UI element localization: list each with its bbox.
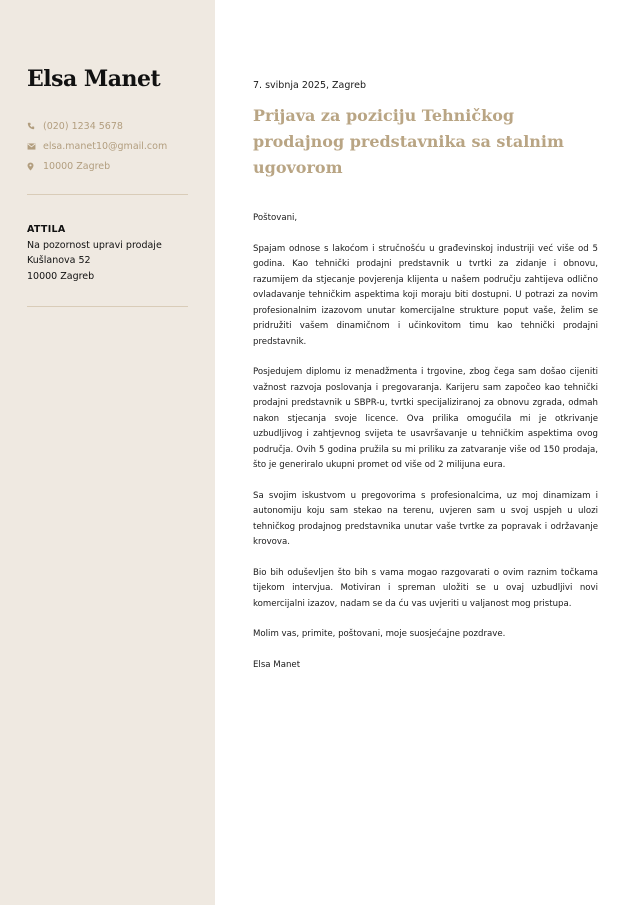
letter-signature: Elsa Manet [253,659,301,670]
letter-body [253,211,598,673]
sender-name: Elsa Manet [27,66,161,92]
contact-email [27,136,197,156]
letter-subject: Prijava za poziciju Tehničkog prodajnog predstavnika sa stalnim ugovorom [253,106,564,177]
sidebar-divider [27,194,188,195]
letter-paragraph: Sa svojim iskustvom u pregovorima s profesionalcima, uz moj dinamizam i autonomiju koju sam stekao na terenu, uvjeren sam u svoj uspjeh u ulozi tehničkog prodajnog predstavnika unutar vaše tvrtke za popravak i održavanje krovova. [253,490,598,547]
envelope-icon [27,139,41,153]
sidebar-divider [27,306,188,307]
recipient-attention: Na pozornost upravi prodaje [27,239,162,251]
letter-paragraph: Posjedujem diplomu iz menadžmenta i trgovine, zbog čega sam došao cijeniti važnost razvoja poslovanja i pregovaranja. Karijeru sam započeo kao tehnički prodajni predstavnik u SBPR-u, tvrtki specijaliziranoj za obnovu zgrada, odmah nakon stjecanja svoje licence. Ova prilika omogućila mi je otkrivanje uzbudljivog i zahtjevnog svijeta te usavršavanje u tehničkim aspektima ovog područja. Ovih 5 godina pružila su mi priliku za zatvaranje više od 150 prodaja, što je generiralo ukupni promet od više od 2 milijuna eura. [253,367,598,470]
sidebar [0,0,215,905]
phone-icon [27,119,41,133]
letter-greeting: Poštovani, [253,213,298,223]
recipient-block [27,222,162,284]
email-address[interactable]: elsa.manet10@gmail.com [43,140,168,152]
recipient-street: Kušlanova 52 [27,255,91,266]
letter-paragraph: Spajam odnose s lakoćom i stručnošću u građevinskoj industriji već više od 5 godina. Kao tehnički prodajni predstavnik u tvrtki za zidanje i obnovu, razumijem da stjecanje povjerenja klijenta u našem području zahtijeva odlično ovladavanje tehničkim aspektima koji moraju biti dostupni. U potrazi za novim profesionalnim izazovom unutar komercijalne strukture poput vaše, želim se pridružiti vašem dinamičnom i učinkovitom timu kao tehnički prodajni predstavnik. [253,243,598,347]
letter-paragraph: Bio bih oduševljen što bih s vama mogao razgovarati o ovim raznim točkama tijekom intervjua. Motiviran i spreman uložiti se u ovaj uzbudljivi novi komercijalni izazov, nadam se da ću vas uvjeriti u valjanost mog pristupa. [253,567,598,609]
letter-date: 7. svibnja 2025, Zagreb [253,80,366,91]
recipient-city: 10000 Zagreb [27,270,95,282]
phone-number[interactable]: (020) 1234 5678 [43,120,123,132]
contact-phone [27,116,197,136]
recipient-company: ATTILA [27,224,66,235]
contact-location [27,156,197,176]
map-pin-icon [27,159,41,173]
letter-closing: Molim vas, primite, poštovani, moje suosjećajne pozdrave. [253,629,506,639]
letter-content [253,80,598,688]
contact-info [27,116,197,176]
location-text: 10000 Zagreb [43,160,111,172]
